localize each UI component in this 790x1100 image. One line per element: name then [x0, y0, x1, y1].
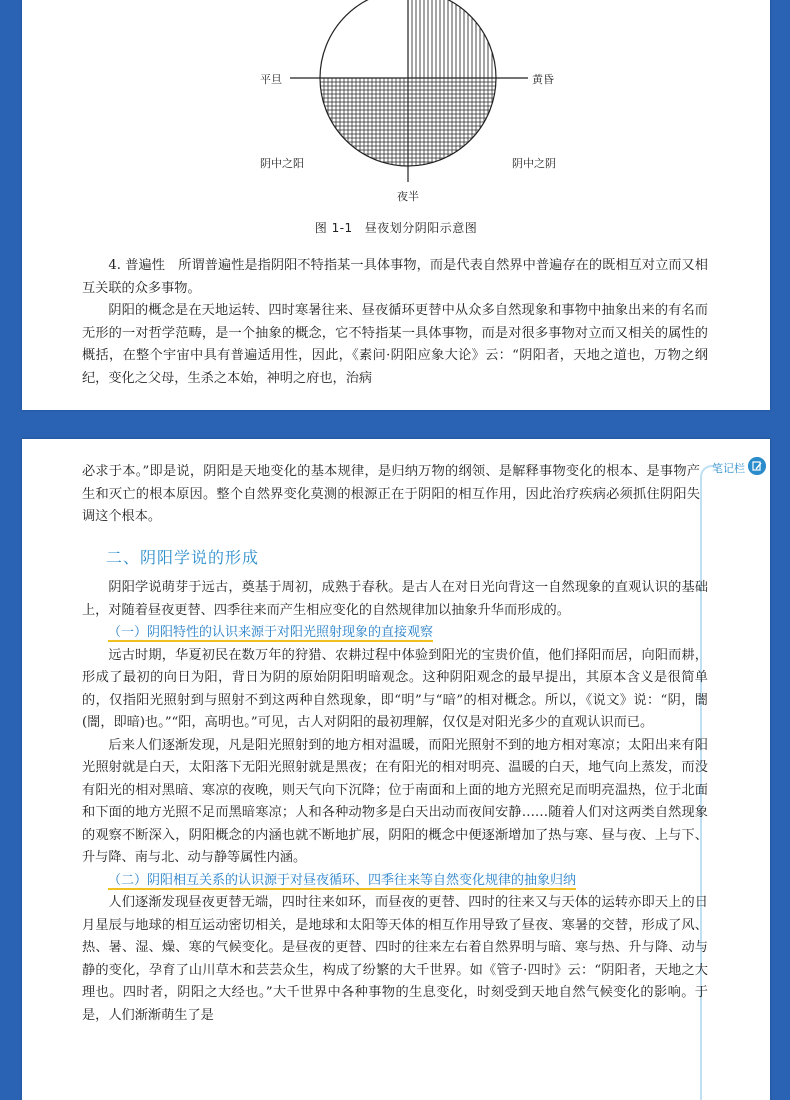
page-bottom — [22, 439, 770, 1100]
notes-label: 笔记栏 — [712, 462, 745, 475]
paragraph-universality: 4. 普遍性 所谓普遍性是指阴阳不特指某一具体事物，而是代表自然界中普遍存在的既相互对立而又相互关联的众多事物。 — [82, 258, 708, 296]
paragraph-continuation: 必求于本。”即是说，阴阳是天地变化的基本规律，是归纳万物的纲领、是解释事物变化的根本、是事物产生和灭亡的根本原因。整个自然界变化莫测的根源正在于阴阳的相互作用，因此治疗疾病必须抓住阴阳失调这个根本。 — [82, 464, 700, 524]
subheading-1: （一）阴阳特性的认识来源于对阳光照射现象的直接观察 — [108, 625, 434, 640]
label-pingdan: 平旦 — [260, 73, 282, 86]
quadrant-lower-left — [320, 78, 408, 166]
caption-number: 图 1-1 — [314, 221, 353, 235]
diagram-svg — [22, 0, 770, 210]
quadrant-upper-left — [320, 0, 408, 78]
yin-yang-diagram — [22, 0, 770, 250]
bottom-text-intro — [82, 461, 700, 529]
paragraph-day-night-cycle: 人们逐渐发现昼夜更替无端，四时往来如环，而昼夜的更替、四时的往来又与天体的运转亦即天上的日月星辰与地球的相互运动密切相关，是地球和太阳等天体的相互作用导致了昼夜、寒暑的交替，形成了风、热、暑、湿、燥、寒的气候变化。是昼夜的更替、四时的往来左右着自然界明与暗、寒与热、升与降、动与静的变化，孕育了山川草木和芸芸众生，构成了纷繁的大千世界。如《管子·四时》云：“阴阳者，天地之大理也。四时者，阴阳之大经也。”大千世界中各种事物的生息变化，时刻受到天地自然气候变化的影响。于是，人们渐渐萌生了是 — [82, 895, 708, 1023]
top-text — [82, 255, 708, 390]
paragraph-yin-yang-concept: 阴阳的概念是在天地运转、四时寒暑往来、昼夜循环更替中从众多自然现象和事物中抽象出来的有名而无形的一对哲学范畴，是一个抽象的概念，它不特指某一具体事物，而是对很多事物对立而又相关的属性的概括，在整个宇宙中具有普遍适用性，因此，《素问·阴阳应象大论》云：“阴阳者，天地之道也，万物之纲纪，变化之父母，生杀之本始，神明之府也，治病 — [82, 303, 708, 386]
bottom-text-main — [82, 577, 708, 1027]
pencil-note-icon — [748, 457, 766, 475]
label-yeban: 夜半 — [397, 190, 419, 203]
page-top — [22, 0, 770, 410]
paragraph-formation: 阴阳学说萌芽于远古，奠基于周初，成熟于春秋。是古人在对日光向背这一自然现象的直观认识的基础上，对随着昼夜更替、四季往来而产生相应变化的自然规律加以抽象升华而形成的。 — [82, 580, 708, 618]
figure-caption — [22, 219, 770, 236]
quadrant-lower-right — [408, 78, 496, 166]
label-huanghun: 黄昏 — [532, 73, 554, 86]
subheading-2: （二）阴阳相互关系的认识源于对昼夜循环、四季往来等自然变化规律的抽象归纳 — [108, 872, 577, 888]
caption-text: 昼夜划分阴阳示意图 — [364, 221, 478, 235]
label-yin-zhong-zhi-yang: 阴中之阳 — [260, 157, 304, 170]
paragraph-sunlight: 远古时期，华夏初民在数万年的狩猎、农耕过程中体验到阳光的宝贵价值，他们择阳而居，向阳而耕，形成了最初的向日为阳，背日为阴的原始阴阳明暗观念。这种阴阳观念的最早提出，其原本含义是很简单的，仅指阳光照射到与照射不到这两种自然现象，即“明”与“暗”的相对概念。所以，《说文》说：“阴，闇(闇，即暗)也。”“阳，高明也。”可见，古人对阴阳的最初理解，仅仅是对阳光多少的直观认识而已。 — [82, 647, 708, 730]
section-title: 二、阴阳学说的形成 — [106, 548, 260, 567]
quadrant-upper-right — [408, 0, 496, 78]
paragraph-later-discovery: 后来人们逐渐发现，凡是阳光照射到的地方相对温暖，而阳光照射不到的地方相对寒凉；太阳出来有阳光照射就是白天，太阳落下无阳光照射就是黑夜；在有阳光的相对明亮、温暖的白天，地气向上蒸发，而没有阳光的相对黑暗、寒凉的夜晚，则天气向下沉降；位于南面和上面的地方光照充足而明亮温热，位于北面和下面的地方光照不足而黑暗寒凉；人和各种动物多是白天出动而夜间安静……随着人们对这两类自然现象的观察不断深入，阴阳概念的内涵也就不断地扩展，阴阳的概念中便逐渐增加了热与寒、昼与夜、上与下、升与降、南与北、动与静等属性内涵。 — [82, 737, 708, 865]
label-yin-zhong-zhi-yin: 阴中之阴 — [512, 157, 556, 170]
